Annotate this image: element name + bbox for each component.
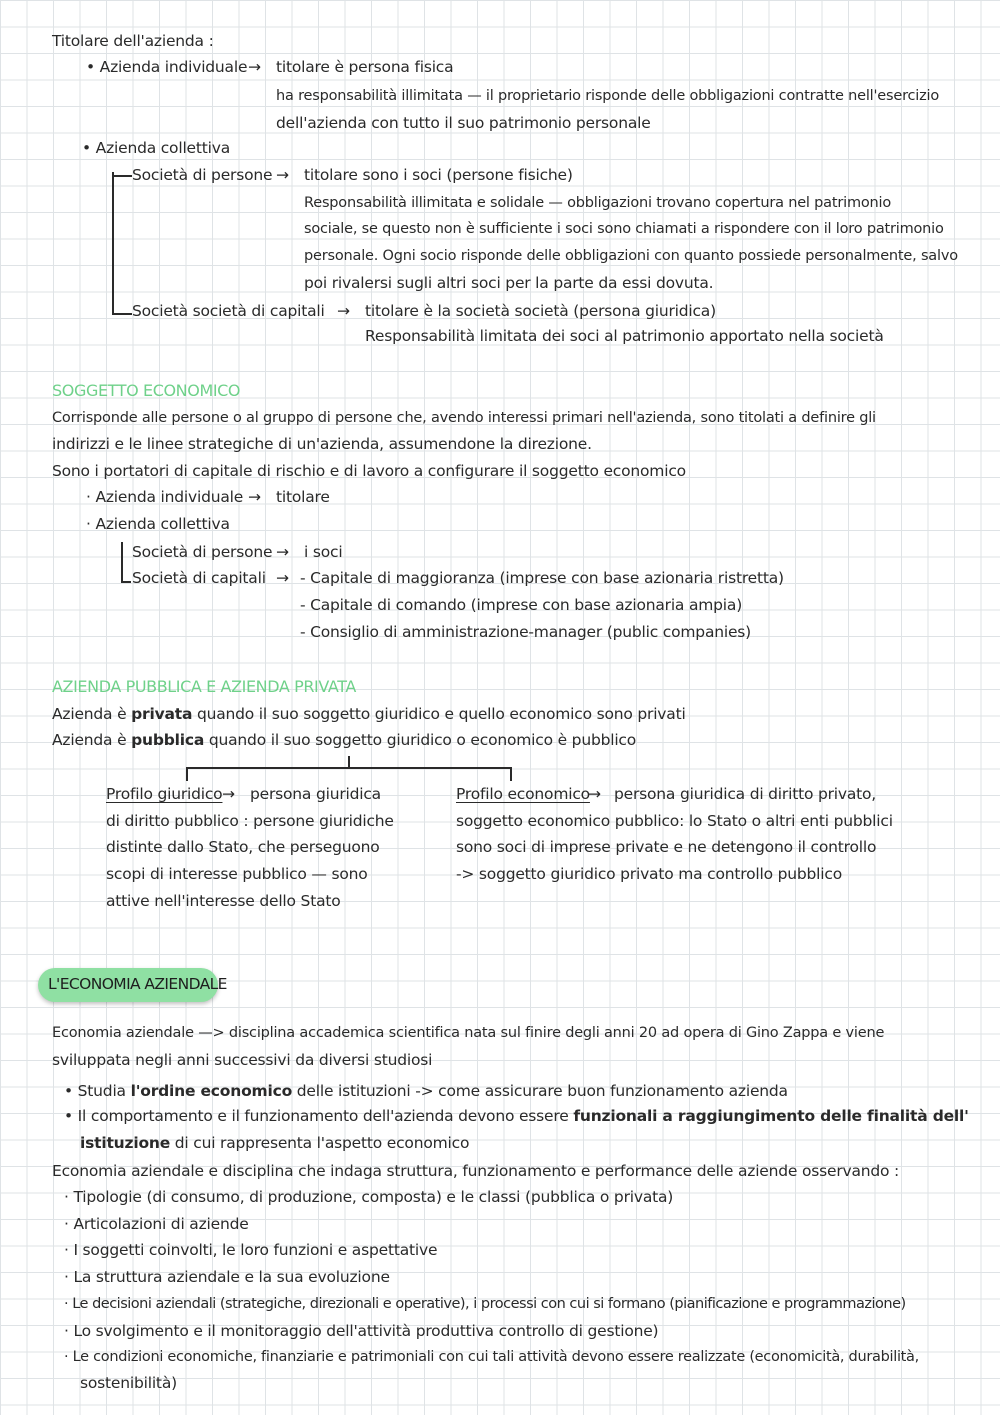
bullet-text: di cui rappresenta l'aspetto economico	[174, 1134, 470, 1152]
economico-line-2: soggetto economico pubblico: lo Stato o altri enti pubblici	[456, 812, 893, 830]
economico-line-1: persona giuridica di diritto privato,	[614, 785, 877, 803]
definizione-text: quando il suo soggetto giuridico e quello economico sono privati	[196, 705, 686, 723]
arrow-icon: →	[276, 543, 289, 561]
economia-p2: sviluppata negli anni successivi da diversi studiosi	[52, 1051, 433, 1069]
section-title-titolare: Titolare dell'azienda :	[52, 32, 214, 50]
heading-azienda-pubblica-privata: AZIENDA PUBBLICA E AZIENDA PRIVATA	[52, 677, 356, 696]
societa-capitali-label: Società società di capitali	[132, 302, 325, 320]
definizione-prefix: Azienda è	[52, 705, 127, 723]
bullet-text: • Studia	[64, 1082, 126, 1100]
list-item-continuation: sostenibilità)	[80, 1374, 177, 1392]
arrow-icon: →	[248, 58, 261, 76]
capitale-comando: - Capitale di comando (imprese con base azionaria ampia)	[300, 596, 743, 614]
definizione-pubblica	[52, 730, 636, 750]
economico-line-3: sono soci di imprese private e ne detengono il controllo	[456, 838, 877, 856]
persone-line-2: sociale, se questo non è sufficiente i soci sono chiamati a rispondere con il loro patrimonio	[304, 221, 944, 237]
keyword-funzionali: funzionali a raggiungimento delle finalità dell'	[573, 1107, 969, 1125]
economia-p1: Economia aziendale —> disciplina accademica scientifica nata sul finire degli anni 20 ad opera di Gino Zappa e viene	[52, 1025, 885, 1041]
list-item: · Le decisioni aziendali (strategiche, direzionali e operative), i processi con cui si formano (pianificazione e programmazione)	[64, 1296, 906, 1312]
responsabilita-line-2: dell'azienda con tutto il suo patrimonio personale	[276, 114, 651, 132]
societa-persone-desc: titolare sono i soci (persone fisiche)	[304, 166, 573, 184]
economia-bullet-1	[64, 1081, 788, 1101]
tree-horizontal	[186, 767, 512, 769]
arrow-icon: →	[248, 488, 261, 506]
persone-line-1: Responsabilità illimitata e solidale — obbligazioni trovano copertura nel patrimonio	[304, 195, 892, 211]
soggetto-p3: Sono i portatori di capitale di rischio e di lavoro a configurare il soggetto economico	[52, 462, 686, 480]
giuridico-line-2: di diritto pubblico : persone giuridiche	[106, 812, 394, 830]
tree-right-branch	[510, 767, 512, 781]
soggetto-persone-desc: i soci	[304, 543, 343, 561]
tree-left-branch	[186, 767, 188, 781]
keyword-istituzione: istituzione	[80, 1134, 171, 1152]
capitale-maggioranza: - Capitale di maggioranza (imprese con base azionaria ristretta)	[300, 569, 784, 587]
responsabilita-line-1: ha responsabilità illimitata — il proprietario risponde delle obbligazioni contratte nell'esercizio	[276, 88, 940, 104]
soggetto-individuale: · Azienda individuale	[86, 488, 244, 506]
soggetto-p2: indirizzi e le linee strategiche di un'azienda, assumendone la direzione.	[52, 435, 592, 453]
bullet-text: delle istituzioni -> come assicurare buon funzionamento azienda	[296, 1082, 788, 1100]
bullet-azienda-collettiva: • Azienda collettiva	[82, 139, 231, 157]
giuridico-line-3: distinte dallo Stato, che perseguono	[106, 838, 380, 856]
arrow-icon: →	[276, 569, 289, 587]
section-badge-label: L'ECONOMIA AZIENDALE	[48, 975, 227, 993]
bracket-vertical-line	[112, 172, 114, 314]
giuridico-line-4: scopi di interesse pubblico — sono	[106, 865, 368, 883]
profilo-giuridico-label: Profilo giuridico	[106, 785, 223, 803]
economia-p3: Economia aziendale e disciplina che indaga struttura, funzionamento e performance delle aziende osservando :	[52, 1162, 900, 1180]
individuale-desc: titolare è persona fisica	[276, 58, 454, 76]
heading-soggetto-economico: SOGGETTO ECONOMICO	[52, 381, 241, 400]
list-item: · La struttura aziendale e la sua evoluzione	[64, 1268, 390, 1286]
economia-bullet-2-cont	[80, 1133, 469, 1153]
giuridico-line-1: persona giuridica	[250, 785, 381, 803]
list-item: · Tipologie (di consumo, di produzione, composta) e le classi (pubblica o privata)	[64, 1188, 674, 1206]
soggetto-collettiva: · Azienda collettiva	[86, 515, 230, 533]
list-item: · Articolazioni di aziende	[64, 1215, 249, 1233]
bullet-text: • Il comportamento e il funzionamento dell'azienda devono essere	[64, 1107, 569, 1125]
arrow-icon: →	[588, 785, 601, 803]
persone-line-4: poi rivalersi sugli altri soci per la parte da essi dovuta.	[304, 274, 714, 292]
arrow-icon: →	[276, 166, 289, 184]
giuridico-line-5: attive nell'interesse dello Stato	[106, 892, 341, 910]
soggetto-capitali-label: Società di capitali	[132, 569, 266, 587]
bracket-vertical-line	[121, 542, 123, 582]
bracket-branch-persone	[112, 175, 132, 177]
list-item: · Le condizioni economiche, finanziarie e patrimoniali con cui tali attività devono essere realizzate (economicità, durabilità,	[64, 1349, 919, 1365]
economico-line-4: -> soggetto giuridico privato ma controllo pubblico	[456, 865, 842, 883]
definizione-prefix: Azienda è	[52, 731, 127, 749]
soggetto-individuale-desc: titolare	[276, 488, 330, 506]
list-item: · Lo svolgimento e il monitoraggio dell'attività produttiva controllo di gestione)	[64, 1322, 659, 1340]
arrow-icon: →	[337, 302, 350, 320]
keyword-ordine-economico: l'ordine economico	[130, 1082, 293, 1100]
keyword-pubblica: pubblica	[131, 731, 205, 749]
arrow-icon: →	[222, 785, 235, 803]
societa-persone-label: Società di persone	[132, 166, 273, 184]
list-item: · I soggetti coinvolti, le loro funzioni e aspettative	[64, 1241, 438, 1259]
persone-line-3: personale. Ogni socio risponde delle obbligazioni con quanto possiede personalmente, salvo	[304, 248, 958, 264]
section-badge	[38, 968, 227, 1002]
soggetto-persone-label: Società di persone	[132, 543, 273, 561]
societa-capitali-desc: titolare è la società società (persona giuridica)	[365, 302, 716, 320]
definizione-privata	[52, 704, 686, 724]
profilo-economico-label: Profilo economico	[456, 785, 590, 803]
capitali-line-1: Responsabilità limitata dei soci al patrimonio apportato nella società	[365, 327, 884, 345]
definizione-text: quando il suo soggetto giuridico o economico è pubblico	[208, 731, 637, 749]
bracket-branch-capitali	[112, 313, 132, 315]
soggetto-p1: Corrisponde alle persone o al gruppo di persone che, avendo interessi primari nell'azienda, sono titolati a definire gli	[52, 410, 876, 426]
consiglio-amministrazione: - Consiglio di amministrazione-manager (public companies)	[300, 623, 752, 641]
bullet-azienda-individuale: • Azienda individuale	[86, 58, 248, 76]
economia-bullet-2	[64, 1106, 969, 1126]
bracket-branch-capitali	[121, 581, 131, 583]
keyword-privata: privata	[131, 705, 193, 723]
